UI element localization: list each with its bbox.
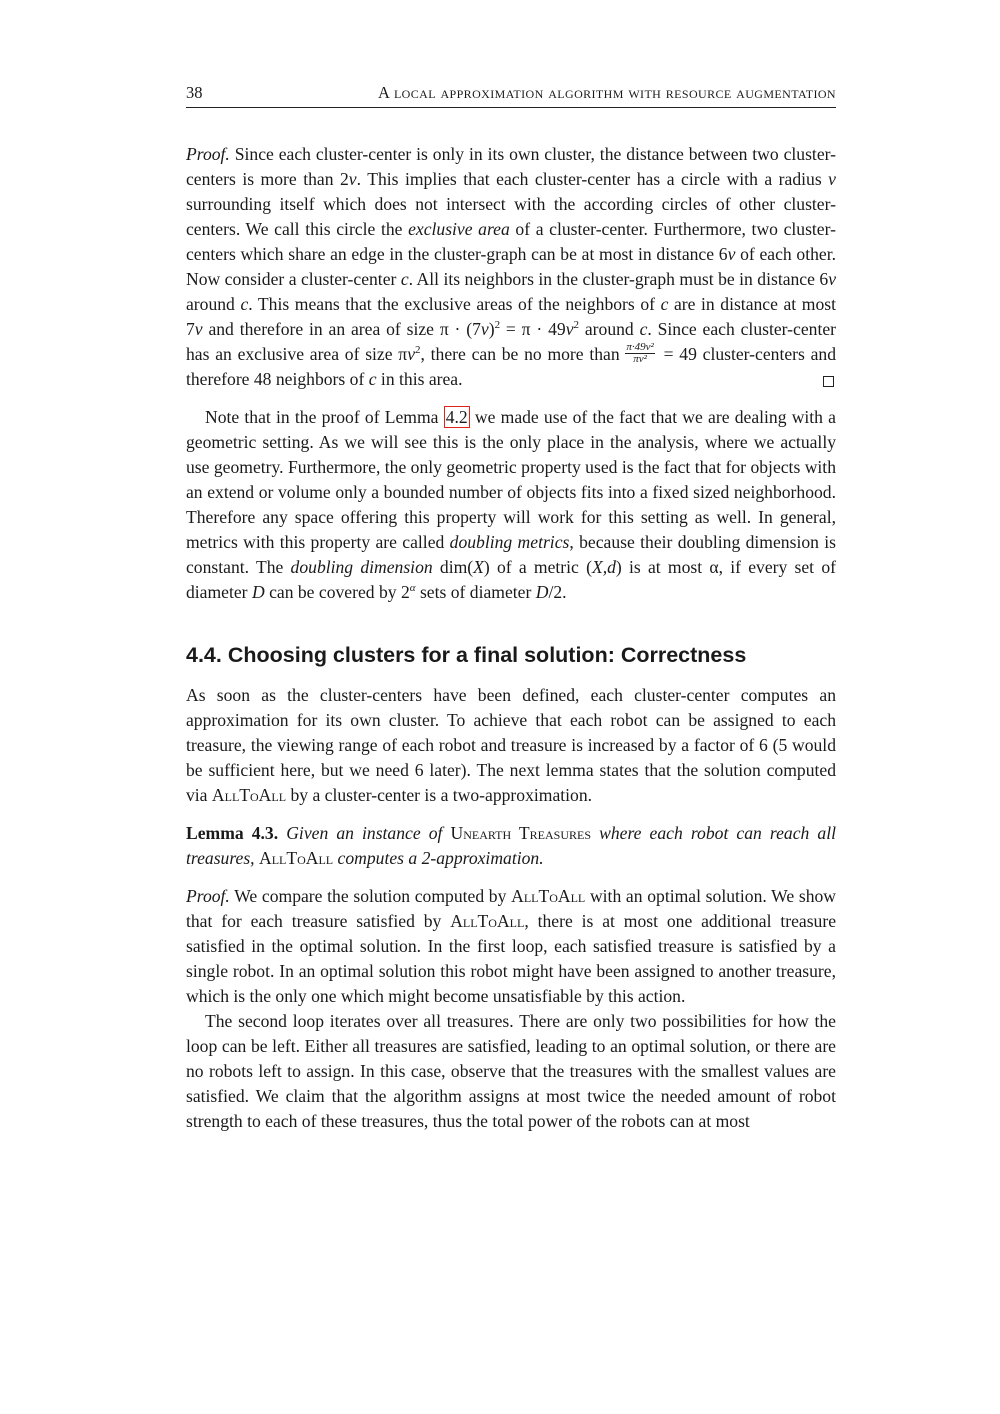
algorithm-name: AllToAll (258, 848, 334, 869)
page (186, 80, 836, 1134)
final-paragraph: The second loop iterates over all treasures. There are only two possibilities for how the loop can be left. Either all treasures are satisfied, leading to an optimal solution, or there are no robots left to assign. In this case, observe that the treasures with the smallest values are satisfied. We claim that the algorithm assigns at most twice the needed amount of robot strength to each of these treasures, thus the total power of the robots can at most (186, 1011, 836, 1132)
fraction: $\frac{\text{π·49v²}}{\text{πv²}}$ (626, 341, 654, 366)
lemma-label: Lemma 4.3. (186, 823, 279, 844)
qed-icon (823, 376, 834, 387)
lemma-reference-link[interactable]: 4.2 (445, 407, 468, 428)
proof-label: Proof. (186, 886, 230, 907)
proof-label: Proof. (186, 144, 230, 164)
lemma-statement: Lemma 4.3. Given an instance of Unearth Treasures where each robot can reach all treasures, AllToAll computes a 2-approximation. (186, 823, 836, 869)
proof-paragraph-1: Proof. Since each cluster-center is only in its own cluster, the distance between two cluster-centers is more than 2v. This implies that each cluster-center has a circle with a radius v surrounding itself which does not intersect with the according circles of other cluster-centers. We call this circle the exclusive area of a cluster-center. Furthermore, two cluster-centers which share an edge in the cluster-graph can be at most in distance 6v of each other. Now consider a cluster-center c. All its neighbors in the cluster-graph must be in distance 6v around c. This means that the exclusive areas of the neighbors of c are in distance at most 7v and therefore in an area of size $\pi \cdot (7v)^2 = \pi \cdot 49v^2$ around c. Since each cluster-center has an exclusive area of size $\pi v^2$, there can be no more than $\frac{\text{π·49v²}}{\text{πv²}}$ = 49 cluster-centers and therefore 48 neighbors of c in this area. (186, 144, 837, 390)
term-doubling-dimension: doubling dimension (290, 557, 433, 578)
problem-name: Unearth Treasures (450, 823, 592, 844)
section-heading: 4.4. Choosing clusters for a final solution: Correctness (186, 643, 747, 668)
note-paragraph: Note that in the proof of Lemma 4.2 we made use of the fact that we are dealing with a geometric setting. As we will see this is the only place in the analysis, where we actually use geometry. Furthermore, the only geometric property used is the fact that for objects with an extend or volume only a bounded number of objects fits into a fixed sized neighborhood. Therefore any space offering this property will work for this setting as well. In general, metrics with this property are called doubling metrics, because their doubling dimension is constant. The doubling dimension dim(X) of a metric (X,d) is at most α, if every set of diameter D can be covered by $2^\alpha$ sets of diameter D/2. (186, 407, 837, 603)
algorithm-name: AllToAll (450, 911, 525, 932)
term-doubling-metrics: doubling metrics (449, 532, 570, 553)
algorithm-name: AllToAll (211, 785, 287, 806)
algorithm-name: AllToAll (511, 886, 586, 907)
term-exclusive-area: exclusive area (408, 219, 510, 239)
proof-paragraph-2: Proof. We compare the solution computed by AllToAll with an optimal solution. We show that for each treasure satisfied by AllToAll, there is at most one additional treasure satisfied in the optimal solution. In the first loop, each satisfied treasure is satisfied by a single robot. In an optimal solution this robot might have been assigned to another treasure, which is the only one which might become unsatisfiable by this action. (186, 886, 837, 1007)
running-title: A local approximation algorithm with resource augmentation (378, 83, 836, 102)
page-number: 38 (186, 83, 203, 102)
intro-paragraph: As soon as the cluster-centers have been defined, each cluster-center computes an approximation for its own cluster. To achieve that each robot can be assigned to each treasure, the viewing range of each robot and treasure is increased by a factor of 6 (5 would be sufficient here, but we need 6 later). The next lemma states that the solution computed via AllToAll by a cluster-center is a two-approximation. (186, 685, 836, 806)
running-header (186, 80, 836, 108)
